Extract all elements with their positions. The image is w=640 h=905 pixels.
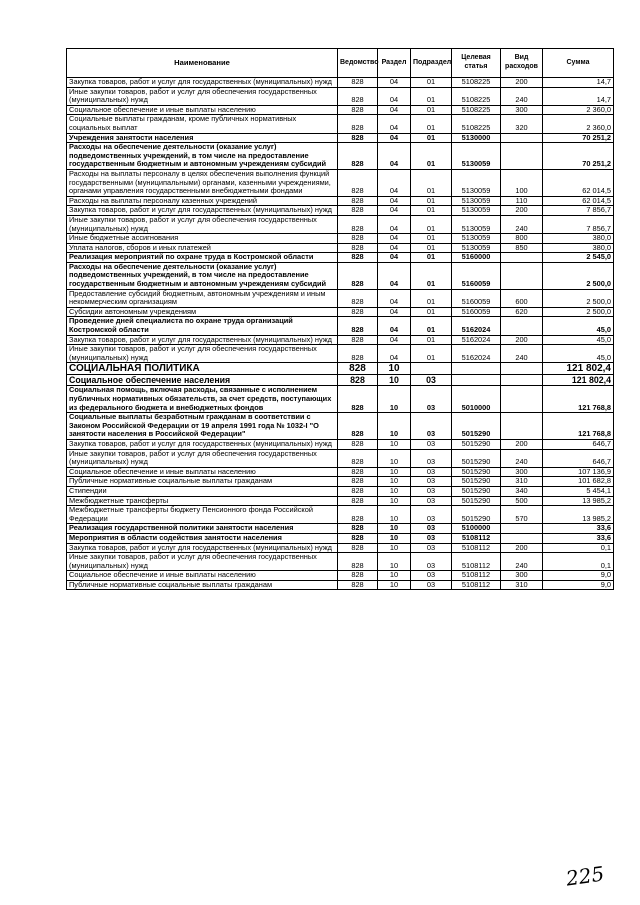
row-target-article: 5130059 [452,206,501,216]
table-row [67,78,614,88]
row-expense-type: 110 [501,196,543,206]
row-section: 04 [378,143,411,170]
row-amount: 70 251,2 [543,133,614,143]
row-section: 04 [378,133,411,143]
row-amount: 380,0 [543,243,614,253]
row-section: 04 [378,307,411,317]
row-amount: 2 360,0 [543,105,614,115]
row-department: 828 [338,115,378,133]
row-department: 828 [338,345,378,363]
row-target-article: 5015290 [452,496,501,506]
row-subsection: 03 [411,496,452,506]
row-department: 828 [338,215,378,233]
row-amount: 121 802,4 [543,363,614,375]
row-subsection: 01 [411,87,452,105]
row-name: Расходы на обеспечение деятельности (оказание услуг) подведомственных учреждений, в том числе на предоставление государственным бюджетным и автономным учреждениям субсидий [67,143,338,170]
table-row [67,363,614,375]
row-name: Закупка товаров, работ и услуг для государственных (муниципальных) нужд [67,543,338,553]
table-row [67,206,614,216]
row-department: 828 [338,317,378,335]
table-row [67,413,614,440]
row-department: 828 [338,543,378,553]
header-amount: Сумма [543,49,614,78]
row-subsection: 03 [411,580,452,590]
row-subsection: 01 [411,169,452,196]
header-row [67,49,614,78]
row-name: Закупка товаров, работ и услуг для государственных (муниципальных) нужд [67,439,338,449]
row-subsection: 01 [411,215,452,233]
row-amount: 2 500,0 [543,262,614,289]
row-target-article: 5162024 [452,335,501,345]
row-department: 828 [338,449,378,467]
row-department: 828 [338,78,378,88]
table-row [67,105,614,115]
row-section: 10 [378,524,411,534]
row-target-article: 5108112 [452,580,501,590]
row-amount: 121 802,4 [543,375,614,386]
row-name: Межбюджетные трансферты [67,496,338,506]
row-expense-type [501,253,543,263]
row-expense-type [501,375,543,386]
header-name: Наименование [67,49,338,78]
page-number: 225 [564,861,606,891]
row-subsection: 01 [411,105,452,115]
row-department: 828 [338,553,378,571]
row-section: 10 [378,375,411,386]
row-subsection: 03 [411,467,452,477]
row-department: 828 [338,363,378,375]
row-expense-type [501,143,543,170]
row-target-article: 5100000 [452,524,501,534]
table-row [67,533,614,543]
row-section: 04 [378,196,411,206]
table-row [67,243,614,253]
row-amount: 2 360,0 [543,115,614,133]
row-amount: 0,1 [543,543,614,553]
table-row [67,234,614,244]
row-section: 10 [378,496,411,506]
row-department: 828 [338,243,378,253]
row-subsection: 03 [411,413,452,440]
row-department: 828 [338,253,378,263]
row-expense-type: 200 [501,543,543,553]
row-section: 10 [378,580,411,590]
row-subsection: 01 [411,253,452,263]
row-name: Социальное обеспечение и иные выплаты населению [67,467,338,477]
table-row [67,215,614,233]
row-amount: 121 768,8 [543,413,614,440]
row-section: 10 [378,386,411,413]
header-department: Ведомство [338,49,378,78]
row-name: Закупка товаров, работ и услуг для государственных (муниципальных) нужд [67,335,338,345]
row-expense-type: 600 [501,289,543,307]
row-section: 04 [378,253,411,263]
row-department: 828 [338,196,378,206]
table-row [67,486,614,496]
row-expense-type: 100 [501,169,543,196]
table-row [67,506,614,524]
row-department: 828 [338,234,378,244]
row-target-article: 5015290 [452,477,501,487]
table-row [67,335,614,345]
row-target-article: 5108225 [452,115,501,133]
row-name: СОЦИАЛЬНАЯ ПОЛИТИКА [67,363,338,375]
row-amount: 45,0 [543,317,614,335]
row-expense-type: 240 [501,553,543,571]
table-row [67,477,614,487]
row-section: 10 [378,543,411,553]
row-amount: 33,6 [543,533,614,543]
row-department: 828 [338,580,378,590]
table-row [67,289,614,307]
row-subsection: 01 [411,307,452,317]
table-row [67,496,614,506]
row-amount: 2 545,0 [543,253,614,263]
row-name: Социальные выплаты гражданам, кроме публичных нормативных социальных выплат [67,115,338,133]
row-section: 04 [378,335,411,345]
row-subsection: 03 [411,439,452,449]
row-subsection [411,363,452,375]
row-amount: 2 500,0 [543,289,614,307]
row-name: Уплата налогов, сборов и иных платежей [67,243,338,253]
row-department: 828 [338,477,378,487]
row-expense-type: 300 [501,467,543,477]
row-name: Социальное обеспечение населения [67,375,338,386]
row-subsection: 03 [411,571,452,581]
row-amount: 9,0 [543,571,614,581]
row-expense-type [501,363,543,375]
row-subsection: 03 [411,386,452,413]
row-target-article: 5162024 [452,345,501,363]
table-row [67,317,614,335]
row-amount: 5 454,1 [543,486,614,496]
header-section: Раздел [378,49,411,78]
row-section: 04 [378,289,411,307]
row-section: 04 [378,105,411,115]
row-target-article: 5010000 [452,386,501,413]
row-amount: 13 985,2 [543,506,614,524]
row-subsection: 01 [411,206,452,216]
table-row [67,87,614,105]
row-subsection: 01 [411,234,452,244]
header-subsection: Подраздел [411,49,452,78]
row-subsection: 03 [411,543,452,553]
budget-table [66,48,614,590]
row-amount: 45,0 [543,335,614,345]
row-target-article: 5160059 [452,307,501,317]
row-name: Иные бюджетные ассигнования [67,234,338,244]
table-row [67,580,614,590]
table-row [67,543,614,553]
row-expense-type [501,533,543,543]
row-name: Социальное обеспечение и иные выплаты населению [67,105,338,115]
row-name: Предоставление субсидий бюджетным, автономным учреждениям и иным некоммерческим организациям [67,289,338,307]
row-section: 04 [378,215,411,233]
table-row [67,133,614,143]
row-section: 04 [378,115,411,133]
row-name: Стипендии [67,486,338,496]
row-amount: 7 856,7 [543,206,614,216]
row-amount: 33,6 [543,524,614,534]
row-subsection: 01 [411,115,452,133]
row-department: 828 [338,375,378,386]
row-name: Иные закупки товаров, работ и услуг для обеспечения государственных (муниципальных) нужд [67,87,338,105]
row-target-article: 5130059 [452,215,501,233]
table-row [67,375,614,386]
row-target-article: 5015290 [452,486,501,496]
row-amount: 9,0 [543,580,614,590]
row-subsection: 03 [411,533,452,543]
row-name: Иные закупки товаров, работ и услуг для обеспечения государственных (муниципальных) нужд [67,449,338,467]
row-section: 04 [378,262,411,289]
row-expense-type [501,133,543,143]
row-target-article: 5130059 [452,143,501,170]
row-name: Социальная помощь, включая расходы, связанные с исполнением публичных нормативных обязательств, за счет средств, поступающих из федерального бюджета и внебюджетных фондов [67,386,338,413]
row-expense-type [501,413,543,440]
row-target-article: 5108112 [452,533,501,543]
row-subsection: 01 [411,335,452,345]
row-target-article: 5108225 [452,87,501,105]
row-subsection: 03 [411,477,452,487]
row-name: Межбюджетные трансферты бюджету Пенсионного фонда Российской Федерации [67,506,338,524]
table-row [67,449,614,467]
row-expense-type: 200 [501,439,543,449]
row-target-article: 5015290 [452,439,501,449]
row-expense-type: 240 [501,449,543,467]
row-target-article [452,363,501,375]
row-department: 828 [338,486,378,496]
row-subsection: 01 [411,196,452,206]
row-name: Расходы на обеспечение деятельности (оказание услуг) подведомственных учреждений, в том числе на предоставление государственным бюджетным и автономным учреждениям субсидий [67,262,338,289]
row-name: Социальное обеспечение и иные выплаты населению [67,571,338,581]
row-target-article: 5108112 [452,571,501,581]
row-name: Реализация мероприятий по охране труда в Костромской области [67,253,338,263]
row-section: 10 [378,477,411,487]
row-target-article: 5130059 [452,196,501,206]
row-section: 04 [378,206,411,216]
row-expense-type: 300 [501,105,543,115]
row-subsection: 03 [411,375,452,386]
row-target-article: 5160059 [452,262,501,289]
row-target-article: 5130059 [452,234,501,244]
row-amount: 107 136,9 [543,467,614,477]
row-name: Расходы на выплаты персоналу казенных учреждений [67,196,338,206]
row-name: Иные закупки товаров, работ и услуг для обеспечения государственных (муниципальных) нужд [67,553,338,571]
table-row [67,345,614,363]
row-expense-type: 310 [501,477,543,487]
table-row [67,253,614,263]
row-section: 10 [378,449,411,467]
table-row [67,143,614,170]
row-section: 04 [378,234,411,244]
header-target-article: Целевая статья [452,49,501,78]
row-subsection: 01 [411,78,452,88]
header-expense-type: Вид расходов [501,49,543,78]
row-amount: 380,0 [543,234,614,244]
row-target-article: 5130059 [452,169,501,196]
row-department: 828 [338,335,378,345]
row-department: 828 [338,386,378,413]
table-row [67,553,614,571]
table-row [67,571,614,581]
row-subsection: 01 [411,289,452,307]
row-department: 828 [338,169,378,196]
table-row [67,196,614,206]
row-target-article [452,375,501,386]
row-target-article: 5162024 [452,317,501,335]
table-row [67,169,614,196]
row-amount: 14,7 [543,78,614,88]
row-section: 10 [378,571,411,581]
row-name: Закупка товаров, работ и услуг для государственных (муниципальных) нужд [67,78,338,88]
row-subsection: 01 [411,345,452,363]
row-name: Учреждения занятости населения [67,133,338,143]
row-expense-type: 310 [501,580,543,590]
row-department: 828 [338,143,378,170]
row-amount: 121 768,8 [543,386,614,413]
table-row [67,467,614,477]
row-target-article: 5160059 [452,289,501,307]
row-department: 828 [338,307,378,317]
row-expense-type: 320 [501,115,543,133]
row-subsection: 03 [411,449,452,467]
table-row [67,439,614,449]
row-name: Социальные выплаты безработным гражданам в соответствии с Законом Российской Федерации от 19 апреля 1991 года № 1032-I "О занятости населения в Российской Федерации" [67,413,338,440]
row-department: 828 [338,105,378,115]
row-target-article: 5015290 [452,413,501,440]
row-name: Субсидии автономным учреждениям [67,307,338,317]
row-subsection: 01 [411,262,452,289]
row-expense-type: 240 [501,215,543,233]
row-expense-type: 570 [501,506,543,524]
row-section: 04 [378,87,411,105]
row-section: 10 [378,363,411,375]
row-target-article: 5015290 [452,467,501,477]
row-department: 828 [338,262,378,289]
row-subsection: 03 [411,486,452,496]
row-target-article: 5108225 [452,105,501,115]
row-section: 04 [378,345,411,363]
row-expense-type: 800 [501,234,543,244]
row-target-article: 5130059 [452,243,501,253]
table-row [67,115,614,133]
row-amount: 2 500,0 [543,307,614,317]
row-amount: 45,0 [543,345,614,363]
row-target-article: 5015290 [452,449,501,467]
row-expense-type: 240 [501,345,543,363]
row-target-article: 5108112 [452,543,501,553]
row-subsection: 01 [411,317,452,335]
row-name: Расходы на выплаты персоналу в целях обеспечения выполнения функций государственными (муниципальными) органами, казенными учреждениями, органами управления государственными внебюджетными фондами [67,169,338,196]
row-name: Реализация государственной политики занятости населения [67,524,338,534]
table-row [67,524,614,534]
row-expense-type: 620 [501,307,543,317]
row-name: Иные закупки товаров, работ и услуг для обеспечения государственных (муниципальных) нужд [67,345,338,363]
row-department: 828 [338,439,378,449]
row-target-article: 5108112 [452,553,501,571]
row-amount: 13 985,2 [543,496,614,506]
row-expense-type: 500 [501,496,543,506]
row-department: 828 [338,133,378,143]
row-amount: 14,7 [543,87,614,105]
row-target-article: 5130000 [452,133,501,143]
row-department: 828 [338,467,378,477]
row-amount: 62 014,5 [543,169,614,196]
row-section: 10 [378,467,411,477]
row-amount: 7 856,7 [543,215,614,233]
row-name: Закупка товаров, работ и услуг для государственных (муниципальных) нужд [67,206,338,216]
row-target-article: 5015290 [452,506,501,524]
table-row [67,262,614,289]
row-section: 04 [378,78,411,88]
row-expense-type: 200 [501,78,543,88]
row-department: 828 [338,571,378,581]
row-subsection: 03 [411,524,452,534]
row-target-article: 5108225 [452,78,501,88]
row-amount: 62 014,5 [543,196,614,206]
row-expense-type: 340 [501,486,543,496]
row-department: 828 [338,289,378,307]
row-expense-type [501,317,543,335]
row-expense-type: 200 [501,206,543,216]
row-department: 828 [338,87,378,105]
row-expense-type: 300 [501,571,543,581]
row-section: 10 [378,439,411,449]
row-expense-type: 200 [501,335,543,345]
row-subsection: 03 [411,553,452,571]
row-expense-type: 240 [501,87,543,105]
row-department: 828 [338,206,378,216]
table-row [67,307,614,317]
row-department: 828 [338,524,378,534]
row-subsection: 03 [411,506,452,524]
row-section: 04 [378,243,411,253]
row-amount: 0,1 [543,553,614,571]
row-department: 828 [338,533,378,543]
row-subsection: 01 [411,143,452,170]
row-name: Публичные нормативные социальные выплаты гражданам [67,477,338,487]
row-section: 04 [378,169,411,196]
row-department: 828 [338,506,378,524]
row-expense-type: 850 [501,243,543,253]
row-section: 10 [378,553,411,571]
row-name: Иные закупки товаров, работ и услуг для обеспечения государственных (муниципальных) нужд [67,215,338,233]
row-section: 10 [378,486,411,496]
row-subsection: 01 [411,243,452,253]
row-expense-type [501,262,543,289]
row-department: 828 [338,413,378,440]
row-name: Проведение дней специалиста по охране труда организаций Костромской области [67,317,338,335]
row-department: 828 [338,496,378,506]
row-amount: 646,7 [543,449,614,467]
row-amount: 101 682,8 [543,477,614,487]
row-section: 04 [378,317,411,335]
row-target-article: 5160000 [452,253,501,263]
row-section: 10 [378,506,411,524]
row-name: Публичные нормативные социальные выплаты гражданам [67,580,338,590]
row-expense-type [501,524,543,534]
row-subsection: 01 [411,133,452,143]
row-expense-type [501,386,543,413]
row-amount: 646,7 [543,439,614,449]
row-section: 10 [378,413,411,440]
row-section: 10 [378,533,411,543]
table-row [67,386,614,413]
row-name: Мероприятия в области содействия занятости населения [67,533,338,543]
row-amount: 70 251,2 [543,143,614,170]
